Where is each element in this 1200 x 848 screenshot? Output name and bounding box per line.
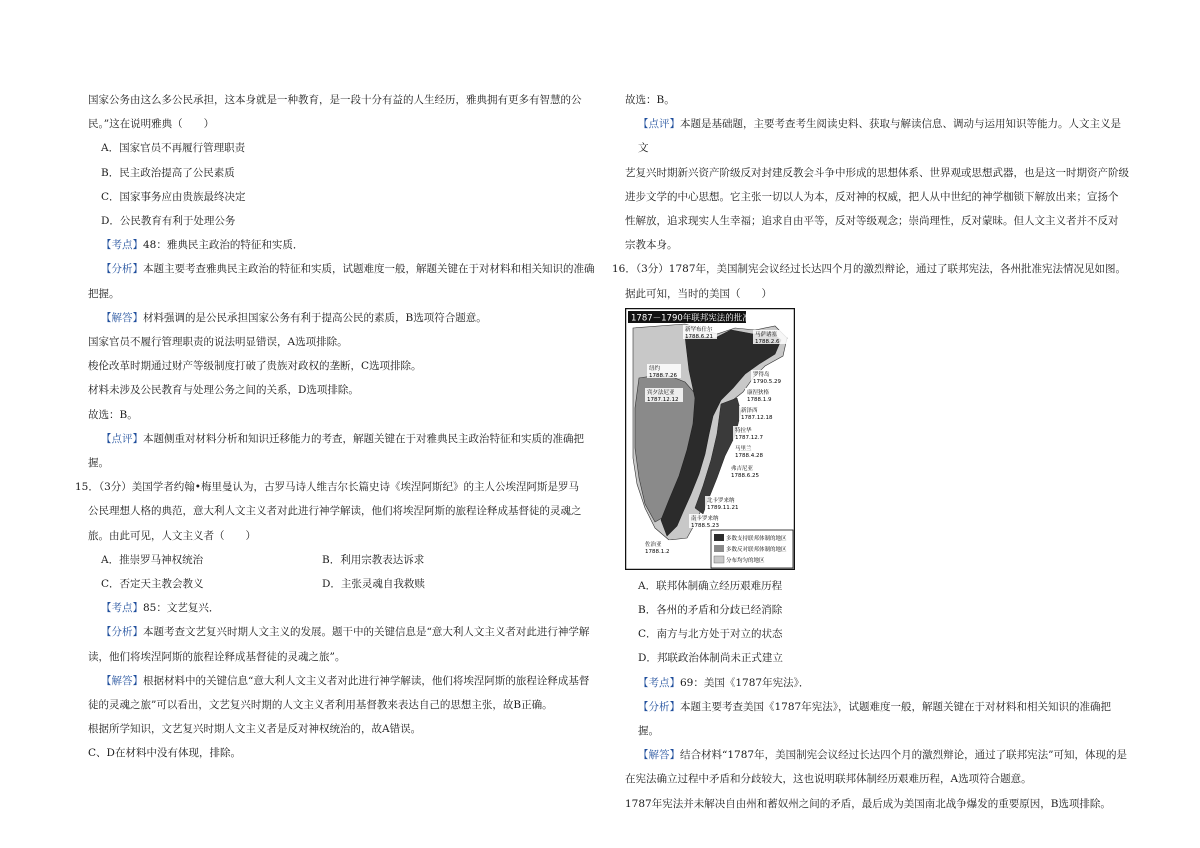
- date-va: 1788.6.25: [731, 472, 759, 479]
- legend-oppose: 多数反对联邦体制的地区: [726, 546, 787, 553]
- q15-dianping-cont: 性解放，追求现实人生幸福；追求自由平等，反对等级观念；崇尚理性，反对蒙昧。但人文主义者并不反对: [625, 215, 1119, 228]
- label-nh: 新罕布什尔: [685, 326, 713, 333]
- q16-jieda-cont: 在宪法确立过程中矛盾和分歧较大，这也说明联邦体制经历艰难历程，A选项符合题意。: [625, 773, 1032, 786]
- q16-stem: 16．（3分）1787年，美国制宪会议经过长达四个月的激烈辩论，通过了联邦宪法，各州批准宪法情况见如图。: [612, 263, 1127, 276]
- q15-option-b: B．利用宗教表达诉求: [322, 553, 425, 566]
- q15-line: C、D在材料中没有体现，排除。: [88, 747, 241, 760]
- right-column: [612, 88, 1130, 816]
- label-sc: 南卡罗来纳: [691, 515, 719, 522]
- q14-kaodian: 【考点】48：雅典民主政治的特征和实质．: [101, 239, 304, 252]
- date-nj: 1787.12.18: [741, 414, 773, 421]
- constitution-ratification-map: [625, 308, 795, 570]
- map-legend: [711, 530, 793, 568]
- q15-jieda-cont: 徒的灵魂之旅”可以看出，文艺复兴时期的人文主义者利用基督教来表达自己的思想主张，故B正确。: [88, 699, 553, 712]
- q15-dianping-cont: 艺复兴时期新兴资产阶级反对封建反教会斗争中形成的思想体系、世界观或思想武器，也是这一时期资产阶级: [625, 166, 1129, 179]
- q16-stem-line: 据此可知，当时的美国（ ）: [625, 287, 772, 300]
- q15-kaodian: 【考点】85：文艺复兴．: [101, 602, 220, 615]
- legend-even: 分布均匀的地区: [726, 557, 765, 564]
- label-ga: 佐治亚: [645, 541, 662, 548]
- label-pa: 宾夕法尼亚: [647, 389, 675, 396]
- q14-jieda: 【解答】材料强调的是公民承担国家公务有利于提高公民的素质，B选项符合题意。: [101, 311, 487, 324]
- q14-text-line: 民。”这在说明雅典（ ）: [88, 118, 215, 131]
- q14-line: 故选：B。: [88, 408, 138, 421]
- q14-option-b: B．民主政治提高了公民素质: [101, 166, 235, 179]
- q14-dianping: 【点评】本题侧重对材料分析和知识迁移能力的考查，解题关键在于对雅典民主政治特征和实质的准确把: [101, 432, 584, 445]
- q15-option-c: C．否定天主教会教义: [101, 578, 204, 591]
- q16-option-a: A．联邦体制确立经历艰难历程: [638, 579, 783, 592]
- q15-dianping-cont: 进步文学的中心思想。它主张一切以人为本，反对神的权威，把人从中世纪的神学枷锁下解放出来；宣扬个: [625, 190, 1119, 203]
- q15-option-a: A．推崇罗马神权统治: [101, 553, 204, 566]
- q14-option-a: A．国家官员不再履行管理职责: [101, 142, 246, 155]
- q15-stem-line: 公民理想人格的典范，意大利人文主义者对此进行神学解读，他们将埃涅阿斯的旅程诠释成基督徒的灵魂之: [88, 505, 582, 518]
- date-ma: 1788.2.6: [755, 338, 780, 345]
- q14-fenxi: 【分析】本题主要考查雅典民主政治的特征和实质，试题难度一般，解题关键在于对材料和相关知识的准确: [101, 263, 595, 276]
- date-ct: 1788.1.9: [747, 396, 772, 403]
- q14-dianping-cont: 握。: [88, 457, 109, 470]
- q16-fenxi: 【分析】本题主要考查美国《1787年宪法》，试题难度一般，解题关键在于对材料和相关知识的准确把握。: [638, 700, 1111, 738]
- label-nj: 新泽西: [741, 407, 758, 414]
- date-pa: 1787.12.12: [647, 396, 679, 403]
- date-de: 1787.12.7: [735, 434, 763, 441]
- label-ct: 康涅狄格: [747, 389, 770, 396]
- map-figure: [625, 308, 795, 570]
- q15-dianping: 【点评】本题是基础题，主要考查考生阅读史料、获取与解读信息、调动与运用知识等能力。人文主义是文: [638, 118, 1121, 155]
- q14-line: 材料未涉及公民教育与处理公务之间的关系，D选项排除。: [88, 384, 359, 397]
- q16-kaodian: 【考点】69：美国《1787年宪法》．: [638, 676, 810, 689]
- label-md: 马里兰: [735, 445, 752, 452]
- q14-option-c: C．国家事务应由贵族最终决定: [101, 190, 246, 203]
- q14-fenxi-cont: 把握。: [88, 287, 120, 300]
- q15-jieda: 【解答】根据材料中的关键信息“意大利人文主义者对此进行神学解读，他们将埃涅阿斯的旅程诠释成基督: [101, 674, 590, 687]
- q14-line: 梭伦改革时期通过财产等级制度打破了贵族对政权的垄断，C选项排除。: [88, 360, 422, 373]
- date-ga: 1788.1.2: [645, 548, 670, 555]
- q15-fenxi-cont: 读，他们将埃涅阿斯的旅程诠释成基督徒的灵魂之旅”。: [88, 650, 346, 663]
- legend-support: 多数支持联邦体制的地区: [726, 535, 787, 542]
- q15-options-row: [88, 548, 608, 572]
- q15-options-row: [88, 572, 608, 596]
- left-column: [75, 88, 608, 766]
- q14-text-line: 国家公务由这么多公民承担，这本身就是一种教育，是一段十分有益的人生经历，雅典拥有更多有智慧的公: [88, 94, 582, 106]
- date-ny: 1788.7.26: [649, 372, 677, 379]
- date-nh: 1788.6.21: [685, 333, 713, 340]
- q16-option-c: C．南方与北方处于对立的状态: [638, 628, 783, 641]
- label-ny: 纽约: [649, 365, 661, 372]
- label-de: 特拉华: [735, 427, 752, 434]
- label-nc: 北卡罗来纳: [707, 497, 735, 504]
- q14-option-d: D．公民教育有利于处理公务: [101, 215, 236, 228]
- q16-line: 1787年宪法并未解决自由州和蓄奴州之间的矛盾，最后成为美国南北战争爆发的重要原因，B选项排除。: [625, 797, 1111, 810]
- q15-answer: 故选：B。: [625, 94, 675, 106]
- map-title: 1787－1790年联邦宪法的批准: [631, 313, 751, 324]
- label-va: 弗吉尼亚: [731, 465, 754, 472]
- q16-option-d: D．邦联政治体制尚未正式建立: [638, 652, 783, 665]
- date-nc: 1789.11.21: [707, 504, 739, 511]
- date-md: 1788.4.28: [735, 452, 763, 459]
- q15-fenxi: 【分析】本题考查文艺复兴时期人文主义的发展。题干中的关键信息是“意大利人文主义者对此进行神学解: [101, 626, 590, 639]
- q16-jieda: 【解答】结合材料“1787年，美国制宪会议经过长达四个月的激烈辩论，通过了联邦宪法”可知，体现的是: [638, 749, 1127, 762]
- date-sc: 1788.5.23: [691, 522, 719, 529]
- q14-line: 国家官员不履行管理职责的说法明显错误，A选项排除。: [88, 336, 348, 349]
- q15-dianping-cont: 宗教本身。: [625, 239, 678, 252]
- q15-stem-line: 旅。由此可见，人文主义者（ ）: [88, 529, 256, 542]
- q15-stem: 15．（3分）美国学者约翰•梅里曼认为，古罗马诗人维吉尔长篇史诗《埃涅阿斯纪》的主人公埃涅阿斯是罗马: [75, 481, 579, 494]
- date-ri: 1790.5.29: [753, 378, 781, 385]
- q16-option-b: B．各州的矛盾和分歧已经消除: [638, 604, 783, 617]
- label-ri: 罗得岛: [753, 371, 770, 378]
- q15-line: 根据所学知识，文艺复兴时期人文主义者是反对神权统治的，故A错误。: [88, 723, 422, 736]
- label-ma: 马萨诸塞: [755, 331, 778, 338]
- q15-option-d: D．主张灵魂自我救赎: [322, 578, 425, 591]
